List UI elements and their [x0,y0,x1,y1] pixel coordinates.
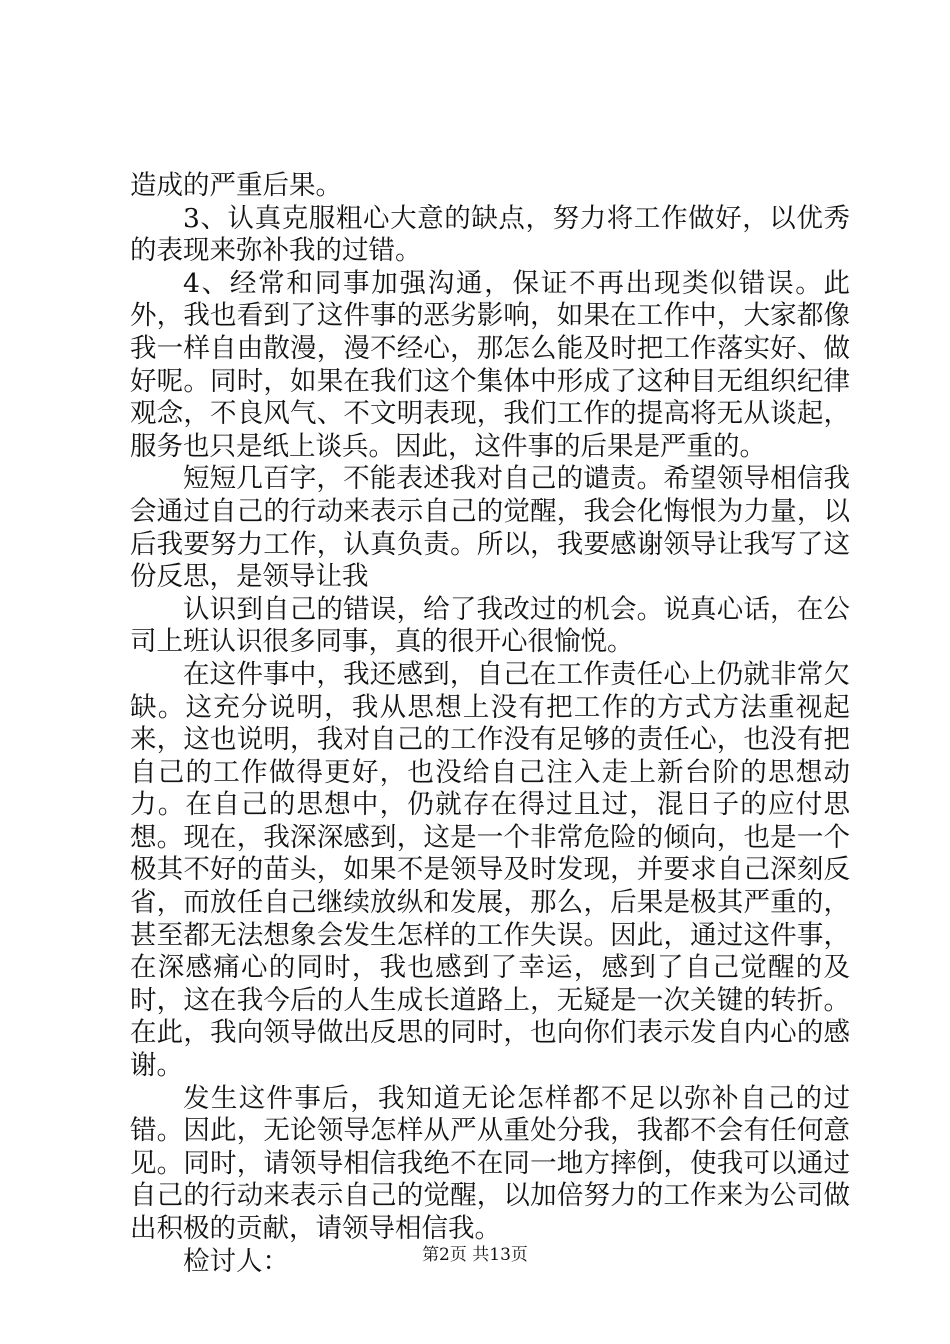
paragraph-1: 造成的严重后果。 [130,170,342,201]
paragraph-3: 4、经常和同事加强沟通，保证不再出现类似错误。此外，我也看到了这件事的恶劣影响，如果在工作中，大家都像我一样自由散漫，漫不经心，那怎么能及时把工作落实好、做好呢。同时，如果在我们这个集体中形成了这种目无组织纪律观念，不良风气、不文明表现，我们工作的提高将无从谈起，服务也只是纸上谈兵。因此，这件事的后果是严重的。 [130,267,850,462]
signature-line: 检讨人： [183,1245,289,1277]
paragraph-7: 发生这件事后，我知道无论怎样都不足以弥补自己的过错。因此，无论领导怎样从严从重处分我，我都不会有任何意见。同时，请领导相信我绝不在同一地方摔倒，使我可以通过自己的行动来表示自己的觉醒，以加倍努力的工作来为公司做出积极的贡献，请领导相信我。 [130,1082,850,1244]
paragraph-5: 认识到自己的错误，给了我改过的机会。说真心话，在公司上班认识很多同事，真的很开心很愉悦。 [130,593,850,658]
paragraph-2: 3、认真克服粗心大意的缺点，努力将工作做好，以优秀的表现来弥补我的过错。 [130,202,850,267]
page-number-footer: 第2页 共13页 [422,1245,528,1265]
paragraph-4: 短短几百字，不能表述我对自己的谴责。希望领导相信我会通过自己的行动来表示自己的觉醒，我会化悔恨为力量，以后我要努力工作，认真负责。所以，我要感谢领导让我写了这份反思，是领导让我 [130,463,850,593]
document-body [130,170,850,1278]
paragraph-6: 在这件事中，我还感到，自己在工作责任心上仍就非常欠缺。这充分说明，我从思想上没有把工作的方式方法重视起来，这也说明，我对自己的工作没有足够的责任心，也没有把自己的工作做得更好，也没给自己注入走上新台阶的思想动力。在自己的思想中，仍就存在得过且过，混日子的应付思想。现在，我深深感到，这是一个非常危险的倾向，也是一个极其不好的苗头，如果不是领导及时发现，并要求自己深刻反省，而放任自己继续放纵和发展，那么，后果是极其严重的，甚至都无法想象会发生怎样的工作失误。因此，通过这件事，在深感痛心的同时，我也感到了幸运，感到了自己觉醒的及时，这在我今后的人生成长道路上，无疑是一次关键的转折。在此，我向领导做出反思的同时，也向你们表示发自内心的感谢。 [130,658,850,1082]
